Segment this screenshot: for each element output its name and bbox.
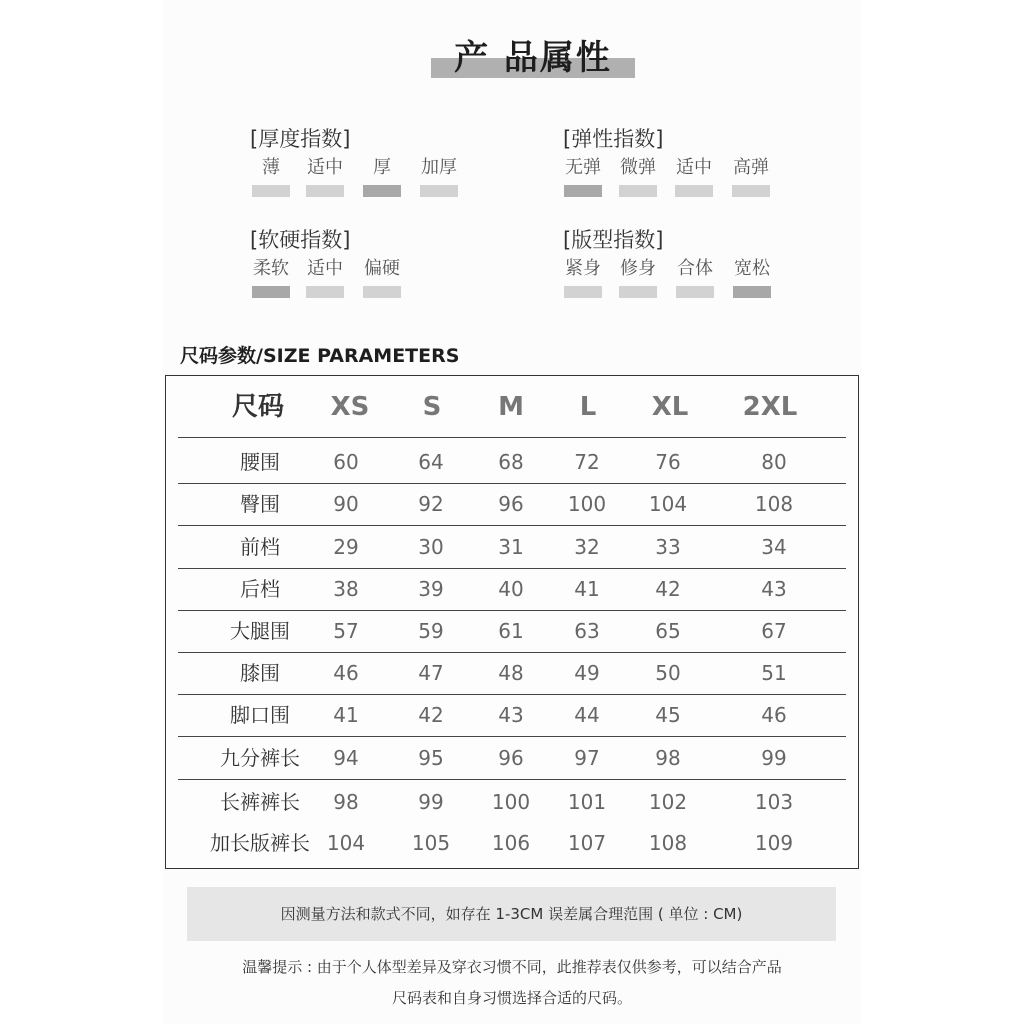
table-row bbox=[178, 610, 846, 653]
table-cell: 104 bbox=[648, 492, 688, 516]
table-cell: 39 bbox=[418, 577, 444, 601]
tip-line-1: 温馨提示 : 由于个人体型差异及穿衣习惯不同，此推荐表仅供参考，可以结合产品 bbox=[242, 958, 782, 976]
table-cell: 41 bbox=[574, 577, 600, 601]
table-cell: 65 bbox=[655, 619, 681, 643]
row-label: 加长版裤长 bbox=[210, 831, 310, 855]
elasticity-title: [弹性指数] bbox=[563, 127, 664, 151]
table-row bbox=[178, 568, 846, 611]
table-cell: 42 bbox=[655, 577, 681, 601]
table-cell: 34 bbox=[761, 535, 787, 559]
elasticity-option: 微弹 bbox=[619, 153, 657, 179]
table-row bbox=[178, 822, 846, 864]
table-cell: 100 bbox=[567, 492, 607, 516]
header-cell: M bbox=[498, 392, 524, 422]
table-cell: 99 bbox=[761, 746, 787, 770]
table-cell: 40 bbox=[498, 577, 524, 601]
table-cell: 47 bbox=[418, 661, 444, 685]
table-cell: 98 bbox=[333, 790, 359, 814]
header-cell: XS bbox=[330, 392, 370, 422]
thickness-option: 薄 bbox=[252, 153, 290, 179]
row-label: 长裤裤长 bbox=[220, 790, 300, 814]
thickness-option: 适中 bbox=[306, 153, 344, 179]
page-title: 产 品属性 bbox=[454, 38, 612, 78]
fit-option: 紧身 bbox=[564, 254, 602, 280]
thickness-option: 厚 bbox=[363, 153, 401, 179]
table-cell: 96 bbox=[498, 492, 524, 516]
fit-title: [版型指数] bbox=[563, 228, 664, 252]
table-cell: 95 bbox=[418, 746, 444, 770]
row-label: 大腿围 bbox=[230, 619, 290, 643]
size-parameters-heading: 尺码参数/SIZE PARAMETERS bbox=[180, 345, 460, 367]
table-cell: 72 bbox=[574, 450, 600, 474]
row-label: 后档 bbox=[240, 577, 280, 601]
table-cell: 41 bbox=[333, 703, 359, 727]
elasticity-option: 高弹 bbox=[732, 153, 770, 179]
header-cell: XL bbox=[651, 392, 689, 422]
table-cell: 50 bbox=[655, 661, 681, 685]
table-cell: 100 bbox=[491, 790, 531, 814]
row-label: 九分裤长 bbox=[220, 746, 300, 770]
softness-title: [软硬指数] bbox=[250, 228, 351, 252]
measurement-note: 因测量方法和款式不同，如存在 1-3CM 误差属合理范围 ( 单位 : CM) bbox=[280, 905, 743, 923]
table-cell: 44 bbox=[574, 703, 600, 727]
table-cell: 30 bbox=[418, 535, 444, 559]
table-cell: 97 bbox=[574, 746, 600, 770]
table-cell: 106 bbox=[491, 831, 531, 855]
table-row bbox=[178, 781, 846, 823]
header-cell: 2XL bbox=[742, 392, 798, 422]
table-cell: 43 bbox=[761, 577, 787, 601]
table-cell: 96 bbox=[498, 746, 524, 770]
table-cell: 31 bbox=[498, 535, 524, 559]
table-cell: 43 bbox=[498, 703, 524, 727]
table-cell: 45 bbox=[655, 703, 681, 727]
fit-option: 合体 bbox=[676, 254, 714, 280]
row-label: 腰围 bbox=[240, 450, 280, 474]
table-cell: 105 bbox=[411, 831, 451, 855]
fit-option: 宽松 bbox=[733, 254, 771, 280]
table-row bbox=[178, 652, 846, 695]
header-cell: L bbox=[579, 392, 597, 422]
table-cell: 80 bbox=[761, 450, 787, 474]
table-cell: 108 bbox=[754, 492, 794, 516]
table-cell: 46 bbox=[761, 703, 787, 727]
table-cell: 63 bbox=[574, 619, 600, 643]
fit-option: 修身 bbox=[619, 254, 657, 280]
table-cell: 38 bbox=[333, 577, 359, 601]
header-cell: 尺码 bbox=[231, 392, 284, 422]
table-cell: 68 bbox=[498, 450, 524, 474]
row-label: 脚口围 bbox=[230, 703, 290, 727]
softness-option: 适中 bbox=[306, 254, 344, 280]
table-cell: 90 bbox=[333, 492, 359, 516]
table-cell: 61 bbox=[498, 619, 524, 643]
row-label: 臀围 bbox=[240, 492, 280, 516]
table-cell: 51 bbox=[761, 661, 787, 685]
table-cell: 29 bbox=[333, 535, 359, 559]
table-cell: 109 bbox=[754, 831, 794, 855]
table-cell: 33 bbox=[655, 535, 681, 559]
table-cell: 59 bbox=[418, 619, 444, 643]
softness-option: 柔软 bbox=[252, 254, 290, 280]
elasticity-option: 无弹 bbox=[564, 153, 602, 179]
table-cell: 103 bbox=[754, 790, 794, 814]
table-row bbox=[178, 737, 846, 780]
table-cell: 32 bbox=[574, 535, 600, 559]
table-cell: 67 bbox=[761, 619, 787, 643]
thickness-title: [厚度指数] bbox=[250, 127, 351, 151]
table-row bbox=[178, 526, 846, 569]
table-row bbox=[178, 483, 846, 526]
table-cell: 92 bbox=[418, 492, 444, 516]
row-label: 膝围 bbox=[240, 661, 280, 685]
table-cell: 46 bbox=[333, 661, 359, 685]
table-cell: 108 bbox=[648, 831, 688, 855]
table-cell: 57 bbox=[333, 619, 359, 643]
table-cell: 102 bbox=[648, 790, 688, 814]
table-cell: 49 bbox=[574, 661, 600, 685]
table-cell: 42 bbox=[418, 703, 444, 727]
table-cell: 76 bbox=[655, 450, 681, 474]
row-label: 前档 bbox=[240, 535, 280, 559]
table-cell: 104 bbox=[326, 831, 366, 855]
thickness-option: 加厚 bbox=[420, 153, 458, 179]
table-row bbox=[178, 694, 846, 737]
table-cell: 98 bbox=[655, 746, 681, 770]
table-row bbox=[178, 441, 846, 484]
table-cell: 107 bbox=[567, 831, 607, 855]
table-header-row bbox=[178, 377, 846, 438]
table-cell: 48 bbox=[498, 661, 524, 685]
table-cell: 60 bbox=[333, 450, 359, 474]
table-cell: 94 bbox=[333, 746, 359, 770]
header-cell: S bbox=[422, 392, 442, 422]
tip-line-2: 尺码表和自身习惯选择合适的尺码。 bbox=[391, 989, 632, 1007]
table-cell: 99 bbox=[418, 790, 444, 814]
table-cell: 64 bbox=[418, 450, 444, 474]
softness-option: 偏硬 bbox=[363, 254, 401, 280]
elasticity-option: 适中 bbox=[675, 153, 713, 179]
table-cell: 101 bbox=[567, 790, 607, 814]
